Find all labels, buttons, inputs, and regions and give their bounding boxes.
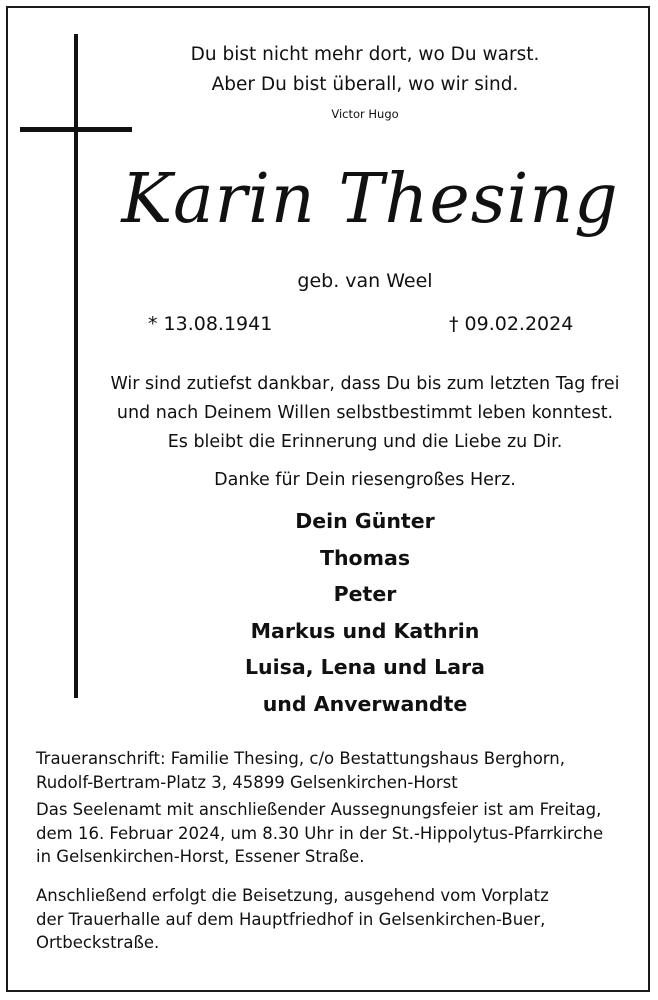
thanks-line: Danke für Dein riesengroßes Herz.	[214, 470, 516, 490]
family-member: Peter	[333, 582, 397, 607]
birth-date: * 13.08.1941	[148, 313, 273, 335]
farewell-message	[82, 370, 648, 457]
service-line-1: Das Seelenamt mit anschließender Aussegnungsfeier ist am Freitag,	[36, 800, 602, 819]
message-line-1: Wir sind zutiefst dankbar, dass Du bis zum letzten Tag frei	[110, 374, 620, 394]
family-member: Thomas	[319, 545, 411, 570]
address-line-1: Traueranschrift: Familie Thesing, c/o Bestattungshaus Berghorn,	[36, 749, 565, 768]
burial-line-1: Anschließend erfolgt die Beisetzung, ausgehend vom Vorplatz	[36, 886, 549, 905]
maiden-name: geb. van Weel	[297, 270, 433, 292]
burial-line-2: der Trauerhalle auf dem Hauptfriedhof in Gelsenkirchen-Buer,	[36, 909, 546, 929]
mourning-address	[36, 747, 626, 794]
message-line-2: und nach Deinem Willen selbstbestimmt leben konntest.	[116, 403, 614, 423]
cross-vertical-beam	[74, 34, 78, 698]
cross-horizontal-beam	[20, 127, 132, 132]
service-details	[36, 798, 626, 869]
burial-details	[36, 884, 626, 955]
family-member: und Anverwandte	[262, 691, 468, 716]
quote-line-1: Du bist nicht mehr dort, wo Du warst.	[190, 44, 540, 65]
death-date: † 09.02.2024	[449, 313, 574, 335]
burial-line-3: Ortbeckstraße.	[36, 933, 160, 952]
deceased-name: Karin Thesing	[121, 160, 619, 239]
family-list	[90, 503, 640, 723]
quote-author: Victor Hugo	[331, 107, 399, 121]
family-member: Markus und Kathrin	[250, 618, 480, 643]
message-line-3: Es bleibt die Erinnerung und die Liebe zu Dir.	[167, 432, 563, 452]
service-line-2: dem 16. Februar 2024, um 8.30 Uhr in der St.-Hippolytus-Pfarrkirche	[36, 823, 604, 843]
family-member: Luisa, Lena und Lara	[244, 655, 485, 680]
address-line-2: Rudolf-Bertram-Platz 3, 45899 Gelsenkirchen-Horst	[36, 772, 458, 792]
quote-line-2: Aber Du bist überall, wo wir sind.	[211, 74, 519, 95]
service-line-3: in Gelsenkirchen-Horst, Essener Straße.	[36, 847, 365, 866]
quote	[90, 40, 640, 100]
family-member: Dein Günter	[295, 509, 435, 533]
